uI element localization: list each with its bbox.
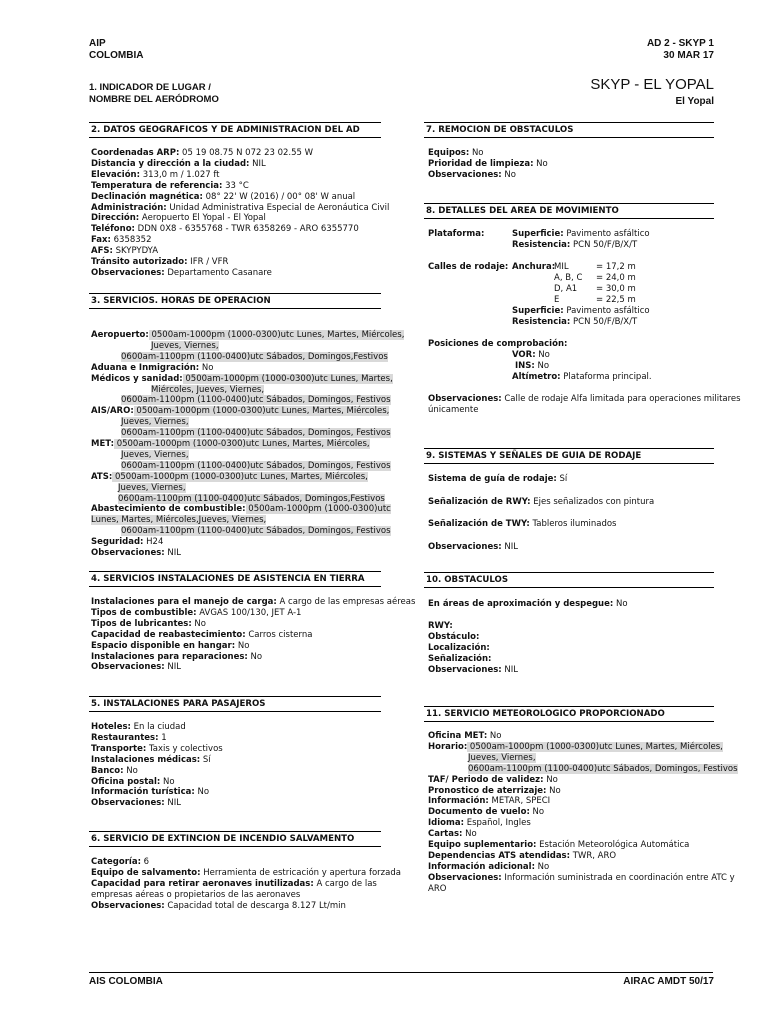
header-right — [647, 38, 714, 62]
field-key: Fax: — [91, 235, 111, 246]
field-value: 0500am-1000pm (1000-0300)utc Lunes, Martes, — [182, 373, 393, 384]
field-key: Oficina postal: — [91, 776, 161, 787]
field-key: Instalaciones médicas: — [91, 754, 201, 765]
field-value: 313,0 m / 1.027 ft — [140, 169, 220, 180]
taxiway-surface — [512, 306, 650, 317]
field-value: Herramienta de estricación y apertura forzada — [200, 867, 401, 878]
s2-row — [91, 192, 355, 203]
field-value: No — [160, 776, 175, 787]
field-value: 6 — [140, 857, 150, 867]
field-value: AVGAS 100/130, JET A-1 — [196, 607, 302, 618]
s11-row — [428, 818, 531, 829]
width-taxiway-value: = 17,2 m — [596, 262, 636, 272]
field-value: Aeropuerto El Yopal - El Yopal — [139, 213, 266, 224]
field-key: Equipo de salvamento: — [91, 867, 201, 878]
field-key: Espacio disponible en hangar: — [91, 640, 236, 651]
s11-row — [428, 796, 550, 807]
field-value: Jueves, Viernes, — [118, 482, 186, 493]
movement-obs-value: Calle de rodaje Alfa limitada para operaciones militares — [501, 394, 741, 404]
s9-row — [428, 497, 654, 508]
title-airport: SKYP - EL YOPAL — [590, 76, 714, 93]
resistance-key: Resistencia: — [512, 240, 571, 250]
field-key: Localización: — [428, 642, 490, 653]
field-key: Dirección: — [91, 213, 140, 224]
field-value: No — [487, 731, 502, 741]
field-key: Aduana e Inmigración: — [91, 362, 200, 373]
field-key: Coordenadas ARP: — [91, 148, 180, 158]
field-key: Cartas: — [428, 829, 463, 840]
field-value: No — [529, 807, 545, 818]
field-value: Tableros iluminados — [529, 519, 617, 529]
s3-row — [121, 428, 391, 439]
s3-row — [121, 417, 189, 428]
s3-row — [151, 385, 264, 396]
field-key: Prioridad de limpieza: — [428, 158, 534, 169]
field-value: Jueves, Viernes, — [121, 449, 189, 460]
field-value: Lunes, Martes, Miércoles,Jueves, Viernes, — [91, 515, 267, 526]
field-value: METAR, SPECI — [488, 796, 551, 807]
width-taxiway-name: MIL — [554, 262, 569, 272]
s3-row — [91, 374, 393, 385]
s4-row — [91, 630, 312, 641]
field-value: Unidad Administrativa Especial de Aeronáutica Civil — [166, 202, 390, 213]
field-value: Jueves, Viernes, — [468, 752, 536, 763]
resistance-value-2: PCN 50/F/B/X/T — [570, 317, 638, 327]
field-value: NIL — [164, 798, 181, 809]
field-key: Observaciones: — [91, 798, 165, 809]
field-value: 0600am-1100pm (1100-0400)utc Sábados, Domingos, Festivos — [121, 460, 391, 471]
surface-key-2: Superficie: — [512, 306, 564, 316]
s9-row — [428, 519, 617, 530]
field-key: Documento de vuelo: — [428, 807, 530, 818]
check-positions-label: Posiciones de comprobación: — [428, 339, 568, 349]
section-8-title: 8. DETALLES DEL AREA DE MOVIMIENTO — [424, 203, 714, 219]
field-key: Hoteles: — [91, 722, 131, 732]
s4-row — [91, 619, 206, 630]
field-value: Ejes señalizados con pintura — [530, 496, 655, 507]
field-key: AFS: — [91, 246, 113, 257]
field-value: NIL — [501, 664, 518, 675]
field-value: A cargo de las — [313, 878, 377, 889]
header-left — [89, 38, 143, 62]
s5-row — [91, 766, 138, 777]
s11-row — [428, 807, 544, 818]
s3-row — [118, 494, 385, 505]
field-value: No — [546, 785, 561, 796]
s11-row — [428, 840, 689, 851]
s10-row — [428, 599, 628, 610]
field-key: Señalización de TWY: — [428, 519, 530, 529]
field-value: No — [123, 765, 138, 776]
title-left — [89, 82, 219, 106]
field-key: Categoría: — [91, 857, 141, 867]
s6-row — [91, 879, 377, 890]
s4-row — [91, 641, 249, 652]
field-value: 08° 22' W (2016) / 00° 08' W anual — [202, 191, 356, 202]
s4-row — [91, 608, 301, 619]
resistance-key-2: Resistencia: — [512, 317, 571, 327]
s3-row — [91, 439, 370, 450]
field-key: Instalaciones para el manejo de carga: — [91, 597, 277, 607]
width-taxiway-name: E — [554, 295, 560, 305]
field-value: Estación Meteorológica Automática — [536, 840, 690, 850]
field-key: Seguridad: — [91, 537, 144, 548]
s2-row — [91, 148, 313, 159]
field-key: TAF/ Periodo de validez: — [428, 774, 544, 785]
field-key: Observaciones: — [91, 662, 165, 673]
surface-key: Superficie: — [512, 229, 564, 239]
s11-row — [428, 862, 549, 873]
field-key: MET: — [91, 439, 114, 449]
field-key: Tránsito autorizado: — [91, 257, 188, 267]
field-value: 33 °C — [222, 180, 249, 191]
width-taxiway-value: = 24,0 m — [596, 273, 636, 283]
s3-row — [91, 504, 391, 515]
s10-row — [428, 654, 491, 665]
field-value: No — [191, 618, 206, 629]
title-city: El Yopal — [675, 96, 714, 107]
field-value: H24 — [143, 537, 164, 548]
movement-obs-row — [428, 394, 741, 405]
field-key: Información adicional: — [428, 861, 535, 872]
vor-value: No — [535, 350, 550, 360]
field-value: Miércoles, Jueves, Viernes, — [151, 384, 265, 395]
s11-row — [428, 731, 502, 742]
field-key: AIS/ARO: — [91, 406, 134, 417]
s3-row — [118, 483, 186, 494]
s2-row — [91, 170, 220, 181]
field-value: 05 19 08.75 N 072 23 02.55 W — [179, 148, 314, 158]
header-country: COLOMBIA — [89, 50, 144, 61]
field-key: Tipos de combustible: — [91, 607, 197, 618]
field-value: Carros cisterna — [245, 629, 313, 640]
field-value: 0600am-1100pm (1100-0400)utc Sábados, Domingos, Festivos — [468, 763, 738, 774]
platform-resistance — [512, 240, 637, 251]
field-key: Banco: — [91, 765, 124, 776]
field-value: Taxis y colectivos — [146, 743, 223, 754]
field-value: En la ciudad — [130, 722, 186, 732]
title-aerodrome-name: NOMBRE DEL AERÓDROMO — [89, 94, 219, 105]
s7-row — [428, 148, 484, 159]
field-value: No — [235, 640, 250, 651]
title-indicator: 1. INDICADOR DE LUGAR / — [89, 82, 211, 93]
field-value: DDN 0X8 - 6355768 - TWR 6358269 - ARO 6355770 — [134, 224, 359, 235]
s5-row — [91, 755, 211, 766]
s5-row — [91, 733, 167, 744]
width-taxiway-value: = 22,5 m — [596, 295, 636, 305]
field-value: No — [247, 651, 263, 662]
s9-row — [428, 542, 518, 553]
field-key: Capacidad de reabastecimiento: — [91, 629, 246, 640]
field-key: Horario: — [428, 741, 468, 752]
s6-row — [91, 857, 149, 868]
field-key: Información turística: — [91, 787, 195, 798]
s11-row — [428, 786, 561, 797]
field-value: 0500am-1000pm (1000-0300)utc Lunes, Martes, Miércoles, — [114, 439, 370, 449]
field-value: No — [543, 774, 558, 785]
field-value: No — [194, 787, 210, 798]
field-value: Jueves, Viernes, — [121, 417, 189, 428]
field-value: 0500am-1000pm (1000-0300)utc Lunes, Martes, Miércoles, — [148, 330, 405, 340]
field-value: Capacidad total de descarga 8.127 Lt/min — [164, 900, 346, 911]
field-value: Sí — [556, 474, 568, 484]
section-5-title: 5. INSTALACIONES PARA PASAJEROS — [89, 696, 381, 712]
field-key: Idioma: — [428, 818, 464, 829]
field-value: Sí — [200, 754, 211, 765]
s2-row — [91, 257, 228, 268]
field-value: SKYPYDYA — [112, 246, 159, 257]
field-key: Médicos y sanidad: — [91, 373, 183, 384]
field-value: 0600am-1100pm (1100-0400)utc Sábados, Domingos, Festivos — [121, 395, 391, 406]
field-key: Capacidad para retirar aeronaves inutilizadas: — [91, 878, 314, 889]
footer-left: AIS COLOMBIA — [89, 976, 163, 987]
s4-row — [91, 597, 415, 608]
s2-row — [91, 203, 389, 214]
s3-row — [121, 352, 388, 363]
s3-row — [91, 515, 266, 526]
s2-row — [91, 224, 359, 235]
field-value: 0500am-1000pm (1000-0300)utc — [245, 504, 391, 515]
field-value: 0600am-1100pm (1100-0400)utc Sábados, Domingos,Festivos — [121, 351, 388, 362]
s3-row — [151, 341, 219, 352]
movement-obs-key: Observaciones: — [428, 394, 502, 404]
width-taxiway-name: A, B, C — [554, 273, 583, 283]
field-key: Obstáculo: — [428, 631, 480, 642]
field-value: Departamento Casanare — [164, 267, 272, 278]
s2-row — [91, 159, 266, 170]
field-key: Señalización: — [428, 653, 492, 664]
field-value: NIL — [164, 662, 181, 673]
field-key: Declinación magnética: — [91, 191, 203, 202]
section-9-title: 9. SISTEMAS Y SEÑALES DE GUIA DE RODAJE — [424, 448, 714, 464]
s2-row — [91, 213, 266, 224]
field-value: empresas aéreas o propietarios de las aeronaves — [91, 889, 301, 900]
field-key: Aeropuerto: — [91, 330, 149, 340]
s7-row — [428, 159, 548, 170]
vor-row — [512, 350, 550, 361]
field-value: No — [462, 829, 477, 840]
taxiways-label: Calles de rodaje: — [428, 262, 509, 272]
field-key: Equipo suplementario: — [428, 840, 537, 850]
width-label: Anchura: — [512, 262, 556, 272]
platform-label: Plataforma: — [428, 229, 485, 239]
resistance-value: PCN 50/F/B/X/T — [570, 240, 638, 250]
field-value: 0500am-1000pm (1000-0300)utc Lunes, Martes, Miércoles, — [133, 406, 390, 417]
ins-row — [515, 361, 549, 372]
s6-row — [91, 890, 300, 901]
s3-row — [121, 395, 391, 406]
header-aip: AIP — [89, 38, 106, 49]
field-key: Información: — [428, 796, 489, 807]
header-page: AD 2 - SKYP 1 — [646, 38, 714, 49]
s11-row — [428, 884, 446, 895]
field-key: Observaciones: — [428, 664, 502, 675]
field-key: En áreas de aproximación y despegue: — [428, 599, 614, 609]
movement-obs-cont: únicamente — [428, 405, 479, 415]
s10-row — [428, 632, 479, 643]
field-key: Observaciones: — [91, 267, 165, 278]
s5-row — [91, 798, 181, 809]
field-key: Transporte: — [91, 743, 147, 754]
field-value: Español, Ingles — [464, 818, 531, 829]
field-key: Instalaciones para reparaciones: — [91, 651, 248, 662]
field-key: ATS: — [91, 471, 113, 482]
field-value: 0600am-1100pm (1100-0400)utc Sábados, Domingos,Festivos — [118, 493, 385, 504]
width-taxiway-value: = 30,0 m — [596, 284, 636, 294]
field-key: Equipos: — [428, 148, 470, 158]
s3-row — [91, 537, 163, 548]
field-key: Temperatura de referencia: — [91, 180, 223, 191]
section-10-title: 10. OBSTACULOS — [424, 572, 714, 588]
s11-row — [428, 873, 735, 884]
s11-row — [468, 753, 536, 764]
s2-row — [91, 235, 152, 246]
field-value: 0600am-1100pm (1100-0400)utc Sábados, Domingos, Festivos — [121, 526, 391, 537]
footer-right: AIRAC AMDT 50/17 — [623, 976, 714, 987]
s6-row — [91, 901, 346, 912]
field-key: Observaciones: — [428, 872, 502, 883]
field-value: No — [533, 158, 548, 169]
s2-row — [91, 268, 272, 279]
field-value: 6358352 — [110, 235, 152, 246]
surface-value-2: Pavimento asfáltico — [563, 306, 650, 316]
field-value: 0600am-1100pm (1100-0400)utc Sábados, Domingos, Festivos — [121, 428, 391, 439]
field-key: Pronostico de aterrizaje: — [428, 785, 547, 796]
field-key: Observaciones: — [428, 169, 502, 180]
field-key: Señalización de RWY: — [428, 496, 531, 507]
ins-key: INS: — [515, 361, 535, 371]
s2-row — [91, 246, 158, 257]
s2-row — [91, 181, 249, 192]
section-7-title: 7. REMOCION DE OBSTACULOS — [424, 122, 714, 138]
field-key: Dependencias ATS atendidas: — [428, 850, 571, 861]
field-key: Elevación: — [91, 169, 141, 180]
s11-row — [428, 775, 558, 786]
s11-row — [428, 851, 616, 862]
field-value: No — [534, 861, 550, 872]
field-value: ARO — [428, 883, 447, 894]
vor-key: VOR: — [512, 350, 536, 360]
field-value: 0500am-1000pm (1000-0300)utc Lunes, Martes, Miércoles, — [467, 741, 723, 752]
field-key: RWY: — [428, 620, 453, 631]
header-date: 30 MAR 17 — [663, 50, 714, 61]
s3-row — [91, 406, 389, 417]
footer-rule — [89, 972, 713, 973]
field-value: 0500am-1000pm (1000-0300)utc Lunes, Martes, Miércoles, — [112, 471, 368, 482]
field-key: Abastecimiento de combustible: — [91, 504, 246, 515]
section-6-title: 6. SERVICIO DE EXTINCION DE INCENDIO SALVAMENTO — [89, 831, 381, 847]
s9-row — [428, 474, 567, 485]
field-key: Distancia y dirección a la ciudad: — [91, 158, 250, 169]
field-value: 1 — [158, 732, 167, 743]
s11-row — [428, 742, 723, 753]
field-value: No — [613, 599, 628, 609]
field-value: NIL — [501, 541, 518, 552]
s4-row — [91, 652, 262, 663]
s4-row — [91, 662, 181, 673]
s11-row — [428, 829, 477, 840]
section-3-title: 3. SERVICIOS. HORAS DE OPERACION — [89, 293, 381, 309]
s3-row — [91, 330, 404, 341]
section-2-title: 2. DATOS GEOGRAFICOS Y DE ADMINISTRACION DEL AD — [89, 122, 381, 138]
s5-row — [91, 722, 186, 733]
width-taxiway-name: D, A1 — [554, 284, 578, 294]
section-11-title: 11. SERVICIO METEOROLOGICO PROPORCIONADO — [424, 706, 714, 722]
field-key: Administración: — [91, 202, 167, 213]
field-key: Oficina MET: — [428, 731, 488, 741]
altimeter-row — [512, 372, 652, 383]
taxiway-resistance — [512, 317, 637, 328]
s5-row — [91, 777, 175, 788]
s3-row — [91, 548, 181, 559]
field-value: NIL — [249, 158, 266, 169]
field-value: NIL — [164, 548, 181, 558]
s5-row — [91, 787, 209, 798]
field-value: No — [501, 169, 516, 180]
field-value: No — [469, 148, 484, 158]
field-value: A cargo de las empresas aéreas — [276, 597, 416, 607]
s5-row — [91, 744, 223, 755]
surface-value: Pavimento asfáltico — [563, 229, 650, 239]
field-key: Teléfono: — [91, 224, 135, 235]
s3-row — [91, 472, 368, 483]
field-value: Jueves, Viernes, — [151, 340, 219, 351]
field-value: Información suministrada en coordinación entre ATC y — [501, 872, 735, 883]
field-key: Restaurantes: — [91, 732, 159, 743]
field-key: Sistema de guía de rodaje: — [428, 474, 557, 484]
field-key: Observaciones: — [91, 900, 165, 911]
s3-row — [121, 461, 391, 472]
s10-row — [428, 643, 490, 654]
field-key: Observaciones: — [428, 541, 502, 552]
altimeter-key: Altímetro: — [512, 372, 561, 382]
field-value: No — [199, 362, 214, 373]
s7-row — [428, 170, 516, 181]
section-4-title: 4. SERVICIOS INSTALACIONES DE ASISTENCIA EN TIERRA — [89, 571, 381, 587]
field-key: Observaciones: — [91, 548, 165, 558]
field-value: TWR, ARO — [570, 850, 617, 861]
s3-row — [121, 450, 189, 461]
field-value: IFR / VFR — [187, 257, 229, 267]
s11-row — [468, 764, 738, 775]
s3-row — [121, 526, 391, 537]
s10-row — [428, 665, 518, 676]
field-key: Tipos de lubricantes: — [91, 618, 192, 629]
s3-row — [91, 363, 213, 374]
s6-row — [91, 868, 401, 879]
s10-row — [428, 621, 453, 632]
altimeter-value: Plataforma principal. — [560, 372, 652, 382]
ins-value: No — [534, 361, 550, 371]
platform-surface — [512, 229, 650, 240]
